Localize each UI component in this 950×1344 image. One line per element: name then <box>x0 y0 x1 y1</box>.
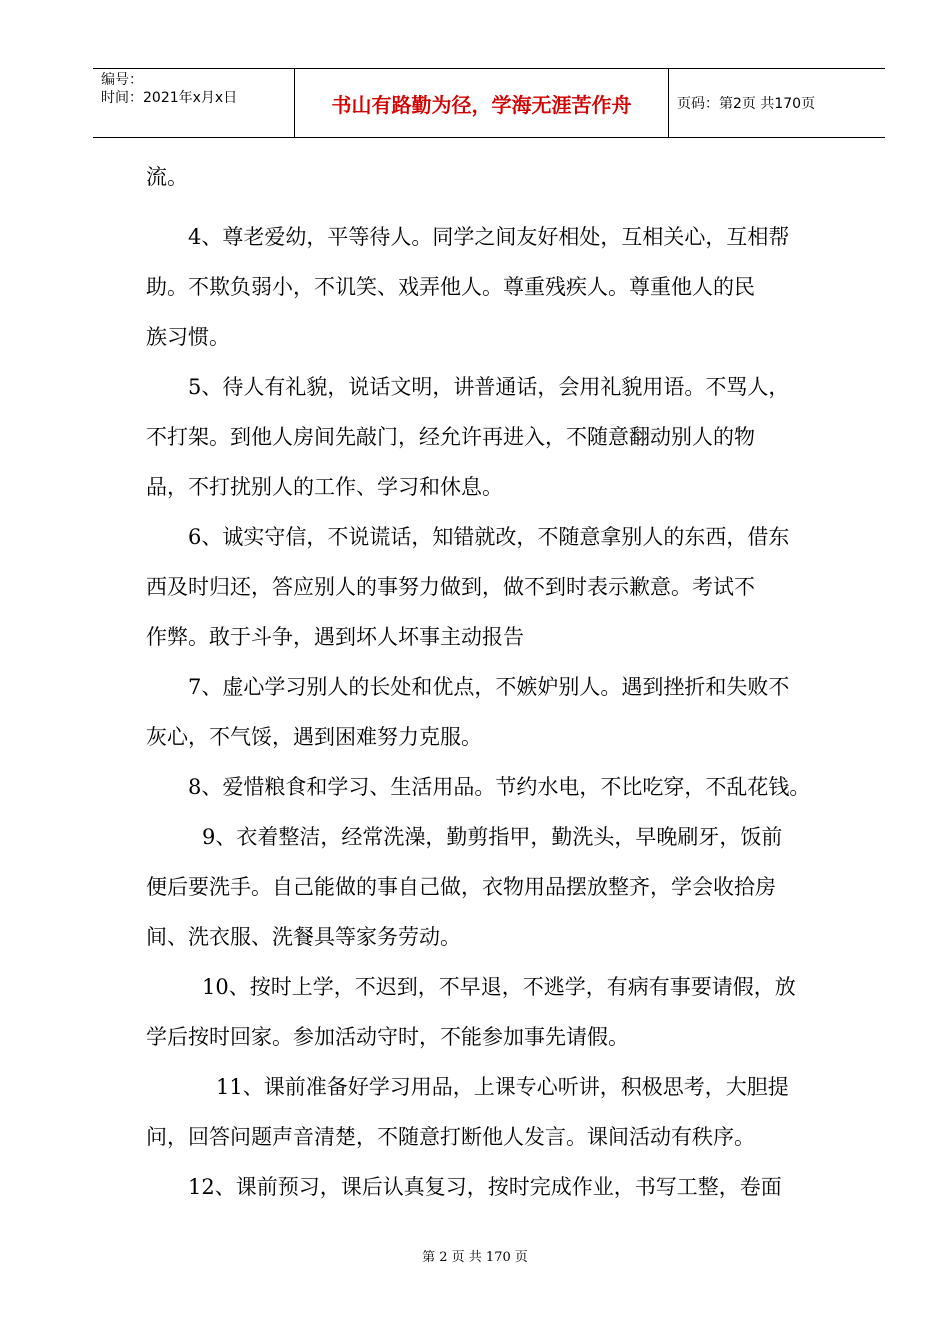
text-line: 4、尊老爱幼，平等待人。同学之间友好相处，互相关心，互相帮 <box>188 225 790 249</box>
text-line: 作弊。敢于斗争，遇到坏人坏事主动报告 <box>146 625 524 649</box>
page-footer: 第 2 页 共 170 页 <box>422 1250 528 1265</box>
header-divider <box>668 69 669 137</box>
text-line: 灰心，不气馁，遇到困难努力克服。 <box>146 725 482 749</box>
text-line: 10、按时上学，不迟到，不早退，不逃学，有病有事要请假，放 <box>202 975 796 999</box>
text-line: 12、课前预习，课后认真复习，按时完成作业，书写工整，卷面 <box>188 1175 782 1199</box>
text-line: 间、洗衣服、洗餐具等家务劳动。 <box>146 925 461 949</box>
text-line: 问，回答问题声音清楚，不随意打断他人发言。课间活动有秩序。 <box>146 1125 755 1149</box>
text-line: 6、诚实守信，不说谎话，知错就改，不随意拿别人的东西，借东 <box>188 525 790 549</box>
header-page-label: 页码：第2页 共170页 <box>677 96 816 112</box>
text-line: 西及时归还，答应别人的事努力做到，做不到时表示歉意。考试不 <box>146 575 755 599</box>
header-meta <box>101 71 293 107</box>
number-label: 编号： <box>101 72 143 88</box>
text-line: 9、衣着整洁，经常洗澡，勤剪指甲，勤洗头，早晚刷牙，饭前 <box>202 825 783 849</box>
text-line: 8、爱惜粮食和学习、生活用品。节约水电，不比吃穿，不乱花钱。 <box>188 775 811 799</box>
header-motto: 书山有路勤为径，学海无涯苦作舟 <box>331 92 632 117</box>
text-line: 助。不欺负弱小，不讥笑、戏弄他人。尊重残疾人。尊重他人的民 <box>146 275 755 299</box>
text-line: 11、课前准备好学习用品，上课专心听讲，积极思考，大胆提 <box>216 1075 789 1099</box>
text-line: 品，不打扰别人的工作、学习和休息。 <box>146 475 503 499</box>
text-line: 便后要洗手。自己能做的事自己做，衣物用品摆放整齐，学会收拾房 <box>146 875 776 899</box>
text-line: 族习惯。 <box>146 325 230 349</box>
text-line: 学后按时回家。参加活动守时，不能参加事先请假。 <box>146 1025 629 1049</box>
text-line: 7、虚心学习别人的长处和优点，不嫉妒别人。遇到挫折和失败不 <box>188 675 790 699</box>
page-header <box>93 68 885 138</box>
text-line: 流。 <box>146 165 188 189</box>
time-label: 时间：2021年x月x日 <box>101 90 238 106</box>
text-line: 不打架。到他人房间先敲门，经允许再进入，不随意翻动别人的物 <box>146 425 755 449</box>
text-line: 5、待人有礼貌，说话文明，讲普通话，会用礼貌用语。不骂人， <box>188 375 790 399</box>
